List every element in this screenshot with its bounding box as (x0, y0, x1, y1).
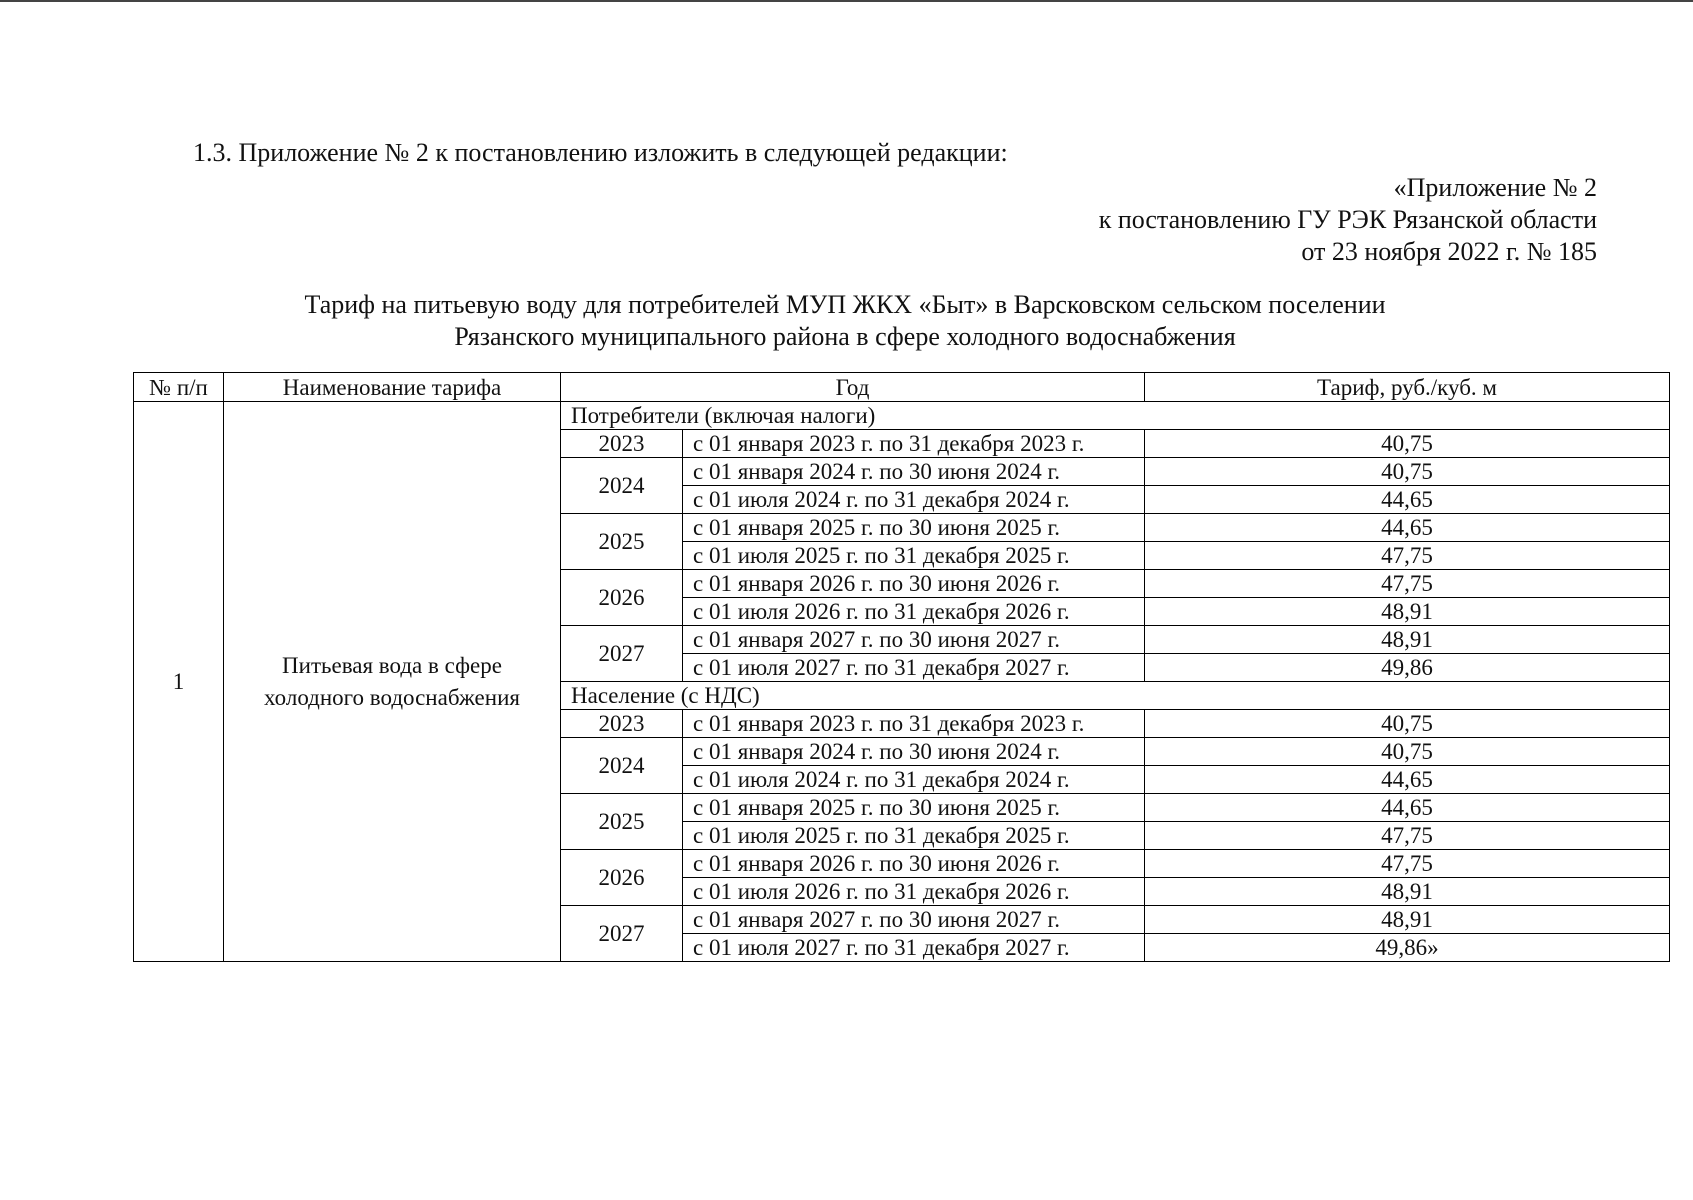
year-cell: 2023 (561, 430, 683, 458)
period-cell: с 01 июля 2025 г. по 31 декабря 2025 г. (683, 822, 1145, 850)
table-title (120, 289, 1570, 353)
header-year: Год (561, 373, 1145, 402)
year-cell: 2025 (561, 794, 683, 850)
page-top-border (0, 0, 1693, 2)
tariff-value: 48,91 (1145, 598, 1670, 626)
year-cell: 2027 (561, 906, 683, 962)
row-number: 1 (134, 402, 224, 962)
tariff-table (133, 372, 1670, 962)
period-cell: с 01 июля 2024 г. по 31 декабря 2024 г. (683, 486, 1145, 514)
header-num: № п/п (134, 373, 224, 402)
group-label: Потребители (включая налоги) (561, 402, 1670, 430)
tariff-value: 47,75 (1145, 850, 1670, 878)
period-cell: с 01 января 2024 г. по 30 июня 2024 г. (683, 458, 1145, 486)
tariff-value: 44,65 (1145, 486, 1670, 514)
period-cell: с 01 января 2025 г. по 30 июня 2025 г. (683, 514, 1145, 542)
period-cell: с 01 июля 2026 г. по 31 декабря 2026 г. (683, 598, 1145, 626)
year-cell: 2027 (561, 626, 683, 682)
tariff-value: 40,75 (1145, 738, 1670, 766)
tariff-value: 44,65 (1145, 794, 1670, 822)
year-cell: 2026 (561, 850, 683, 906)
tariff-value: 48,91 (1145, 626, 1670, 654)
tariff-value: 44,65 (1145, 766, 1670, 794)
tariff-value: 49,86» (1145, 934, 1670, 962)
period-cell: с 01 июля 2025 г. по 31 декабря 2025 г. (683, 542, 1145, 570)
intro-text: 1.3. Приложение № 2 к постановлению изложить в следующей редакции: (193, 138, 1008, 167)
header-name: Наименование тарифа (224, 373, 561, 402)
period-cell: с 01 июля 2024 г. по 31 декабря 2024 г. (683, 766, 1145, 794)
period-cell: с 01 января 2026 г. по 30 июня 2026 г. (683, 850, 1145, 878)
tariff-value: 48,91 (1145, 878, 1670, 906)
appendix-line-2: к постановлению ГУ РЭК Рязанской области (1098, 205, 1597, 234)
period-cell: с 01 января 2024 г. по 30 июня 2024 г. (683, 738, 1145, 766)
tariff-value: 48,91 (1145, 906, 1670, 934)
tariff-value: 47,75 (1145, 542, 1670, 570)
period-cell: с 01 июля 2027 г. по 31 декабря 2027 г. (683, 934, 1145, 962)
year-cell: 2024 (561, 458, 683, 514)
group-label: Население (с НДС) (561, 682, 1670, 710)
appendix-header (1099, 172, 1597, 268)
title-line-2: Рязанского муниципального района в сфере холодного водоснабжения (454, 322, 1236, 351)
year-cell: 2023 (561, 710, 683, 738)
tariff-value: 44,65 (1145, 514, 1670, 542)
period-cell: с 01 января 2025 г. по 30 июня 2025 г. (683, 794, 1145, 822)
period-cell: с 01 июля 2026 г. по 31 декабря 2026 г. (683, 878, 1145, 906)
period-cell: с 01 января 2027 г. по 30 июня 2027 г. (683, 626, 1145, 654)
period-cell: с 01 января 2023 г. по 31 декабря 2023 г. (683, 710, 1145, 738)
tariff-value: 40,75 (1145, 458, 1670, 486)
header-tariff: Тариф, руб./куб. м (1145, 373, 1670, 402)
year-cell: 2025 (561, 514, 683, 570)
period-cell: с 01 января 2026 г. по 30 июня 2026 г. (683, 570, 1145, 598)
tariff-value: 47,75 (1145, 570, 1670, 598)
tariff-value: 49,86 (1145, 654, 1670, 682)
tariff-name: Питьевая вода в сфере холодного водоснабжения (224, 402, 561, 962)
tariff-value: 40,75 (1145, 430, 1670, 458)
group-row (134, 402, 1670, 430)
period-cell: с 01 июля 2027 г. по 31 декабря 2027 г. (683, 654, 1145, 682)
year-cell: 2024 (561, 738, 683, 794)
tariff-value: 40,75 (1145, 710, 1670, 738)
appendix-line-3: от 23 ноября 2022 г. № 185 (1301, 237, 1597, 266)
tariff-value: 47,75 (1145, 822, 1670, 850)
period-cell: с 01 января 2023 г. по 31 декабря 2023 г. (683, 430, 1145, 458)
tariff-table-body (134, 373, 1670, 962)
year-cell: 2026 (561, 570, 683, 626)
appendix-line-1: «Приложение № 2 (1393, 173, 1597, 202)
period-cell: с 01 января 2027 г. по 30 июня 2027 г. (683, 906, 1145, 934)
title-line-1: Тариф на питьевую воду для потребителей МУП ЖКХ «Быт» в Варсковском сельском поселении (304, 290, 1386, 319)
table-header-row (134, 373, 1670, 402)
